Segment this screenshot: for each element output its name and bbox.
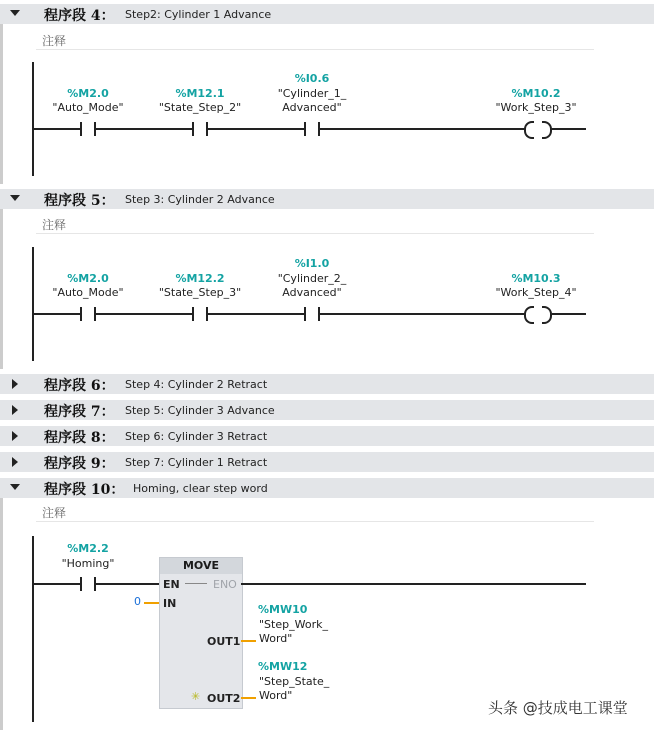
wire xyxy=(320,313,526,315)
left-gutter xyxy=(0,24,3,184)
expand-icon[interactable] xyxy=(12,405,18,415)
contact-tag: "Cylinder_2_ xyxy=(277,272,347,285)
network-title[interactable]: Step2: Cylinder 1 Advance xyxy=(125,8,272,21)
network-label: 程序段 5： xyxy=(44,193,115,209)
contact-address[interactable]: %M12.2 xyxy=(175,272,225,285)
wire xyxy=(208,128,304,130)
network-6-header[interactable] xyxy=(0,374,654,394)
contact-tag: "Cylinder_1_ xyxy=(277,87,347,100)
coil[interactable] xyxy=(524,121,534,139)
network-label: 程序段 4： xyxy=(44,8,115,24)
wire xyxy=(33,583,80,585)
contact-no[interactable] xyxy=(80,307,82,321)
in-wire xyxy=(144,602,159,604)
contact-tag: "Homing" xyxy=(61,557,115,570)
network-label: 程序段 9： xyxy=(44,456,115,472)
out1-wire xyxy=(241,640,256,642)
out2-address[interactable]: %MW12 xyxy=(258,660,308,673)
collapse-icon[interactable] xyxy=(10,195,20,201)
contact-tag: "Auto_Mode" xyxy=(52,286,124,299)
contact-no[interactable] xyxy=(304,122,306,136)
contact-no[interactable] xyxy=(192,122,194,136)
contact-no[interactable] xyxy=(80,577,82,591)
network-comment[interactable]: 注释 xyxy=(36,31,594,50)
collapse-icon[interactable] xyxy=(10,484,20,490)
wire xyxy=(33,128,80,130)
expand-icon[interactable] xyxy=(12,457,18,467)
wire xyxy=(552,313,586,315)
contact-no[interactable] xyxy=(318,122,320,136)
left-gutter xyxy=(0,498,3,730)
network-5-header[interactable] xyxy=(0,189,654,209)
contact-tag: "State_Step_2" xyxy=(158,101,242,114)
network-label: 程序段 10： xyxy=(44,482,125,498)
coil-tag: "Work_Step_4" xyxy=(495,286,577,299)
contact-no[interactable] xyxy=(192,307,194,321)
sparkle-icon: ✳ xyxy=(191,690,201,703)
move-block-title: MOVE xyxy=(160,558,242,574)
network-title[interactable]: Homing, clear step word xyxy=(133,482,268,495)
network-comment[interactable]: 注释 xyxy=(36,503,594,522)
power-rail xyxy=(32,62,34,176)
contact-tag: "Auto_Mode" xyxy=(52,101,124,114)
network-4-header[interactable] xyxy=(0,4,654,24)
wire xyxy=(241,583,586,585)
contact-address[interactable]: %M2.2 xyxy=(67,542,109,555)
wire xyxy=(552,128,586,130)
wire xyxy=(96,313,192,315)
coil[interactable] xyxy=(542,306,552,324)
contact-no[interactable] xyxy=(94,307,96,321)
power-rail xyxy=(32,536,34,722)
expand-icon[interactable] xyxy=(12,431,18,441)
contact-no[interactable] xyxy=(206,307,208,321)
contact-no[interactable] xyxy=(318,307,320,321)
coil-tag: "Work_Step_3" xyxy=(495,101,577,114)
contact-tag: "State_Step_3" xyxy=(158,286,242,299)
pin-out1: OUT1 xyxy=(207,635,241,648)
power-rail xyxy=(32,247,34,361)
pin-in: IN xyxy=(163,597,177,610)
network-comment[interactable]: 注释 xyxy=(36,215,594,234)
out1-address[interactable]: %MW10 xyxy=(258,603,308,616)
contact-no[interactable] xyxy=(94,122,96,136)
coil[interactable] xyxy=(524,306,534,324)
out1-tag: "Step_Work_ xyxy=(259,618,328,631)
collapse-icon[interactable] xyxy=(10,10,20,16)
expand-icon[interactable] xyxy=(12,379,18,389)
wire xyxy=(33,313,80,315)
contact-address[interactable]: %I0.6 xyxy=(294,72,330,85)
out2-tag: Word" xyxy=(259,689,293,702)
pin-eno: ENO xyxy=(213,578,237,591)
watermark: 头条 @技成电工课堂 xyxy=(488,699,628,717)
network-title[interactable]: Step 6: Cylinder 3 Retract xyxy=(125,430,268,443)
contact-no[interactable] xyxy=(80,122,82,136)
contact-no[interactable] xyxy=(206,122,208,136)
coil-address[interactable]: %M10.3 xyxy=(511,272,561,285)
coil[interactable] xyxy=(542,121,552,139)
wire xyxy=(185,583,207,584)
out2-wire xyxy=(241,697,256,699)
wire xyxy=(96,583,159,585)
contact-address[interactable]: %M2.0 xyxy=(67,272,109,285)
wire xyxy=(320,128,526,130)
network-title[interactable]: Step 7: Cylinder 1 Retract xyxy=(125,456,268,469)
contact-address[interactable]: %I1.0 xyxy=(294,257,330,270)
network-title[interactable]: Step 5: Cylinder 3 Advance xyxy=(125,404,275,417)
contact-no[interactable] xyxy=(304,307,306,321)
network-title[interactable]: Step 3: Cylinder 2 Advance xyxy=(125,193,275,206)
network-10-header[interactable] xyxy=(0,478,654,498)
pin-en: EN xyxy=(163,578,180,591)
network-label: 程序段 8： xyxy=(44,430,115,446)
contact-address[interactable]: %M2.0 xyxy=(67,87,109,100)
contact-address[interactable]: %M12.1 xyxy=(175,87,225,100)
wire xyxy=(208,313,304,315)
in-value[interactable]: 0 xyxy=(134,595,141,608)
network-7-header[interactable] xyxy=(0,400,654,420)
network-8-header[interactable] xyxy=(0,426,654,446)
network-9-header[interactable] xyxy=(0,452,654,472)
left-gutter xyxy=(0,209,3,369)
network-title[interactable]: Step 4: Cylinder 2 Retract xyxy=(125,378,268,391)
out2-tag: "Step_State_ xyxy=(259,675,330,688)
coil-address[interactable]: %M10.2 xyxy=(511,87,561,100)
network-label: 程序段 6： xyxy=(44,378,115,394)
pin-out2: OUT2 xyxy=(207,692,241,705)
contact-tag: Advanced" xyxy=(282,286,342,299)
contact-tag: Advanced" xyxy=(282,101,342,114)
network-label: 程序段 7： xyxy=(44,404,115,420)
wire xyxy=(96,128,192,130)
out1-tag: Word" xyxy=(259,632,293,645)
